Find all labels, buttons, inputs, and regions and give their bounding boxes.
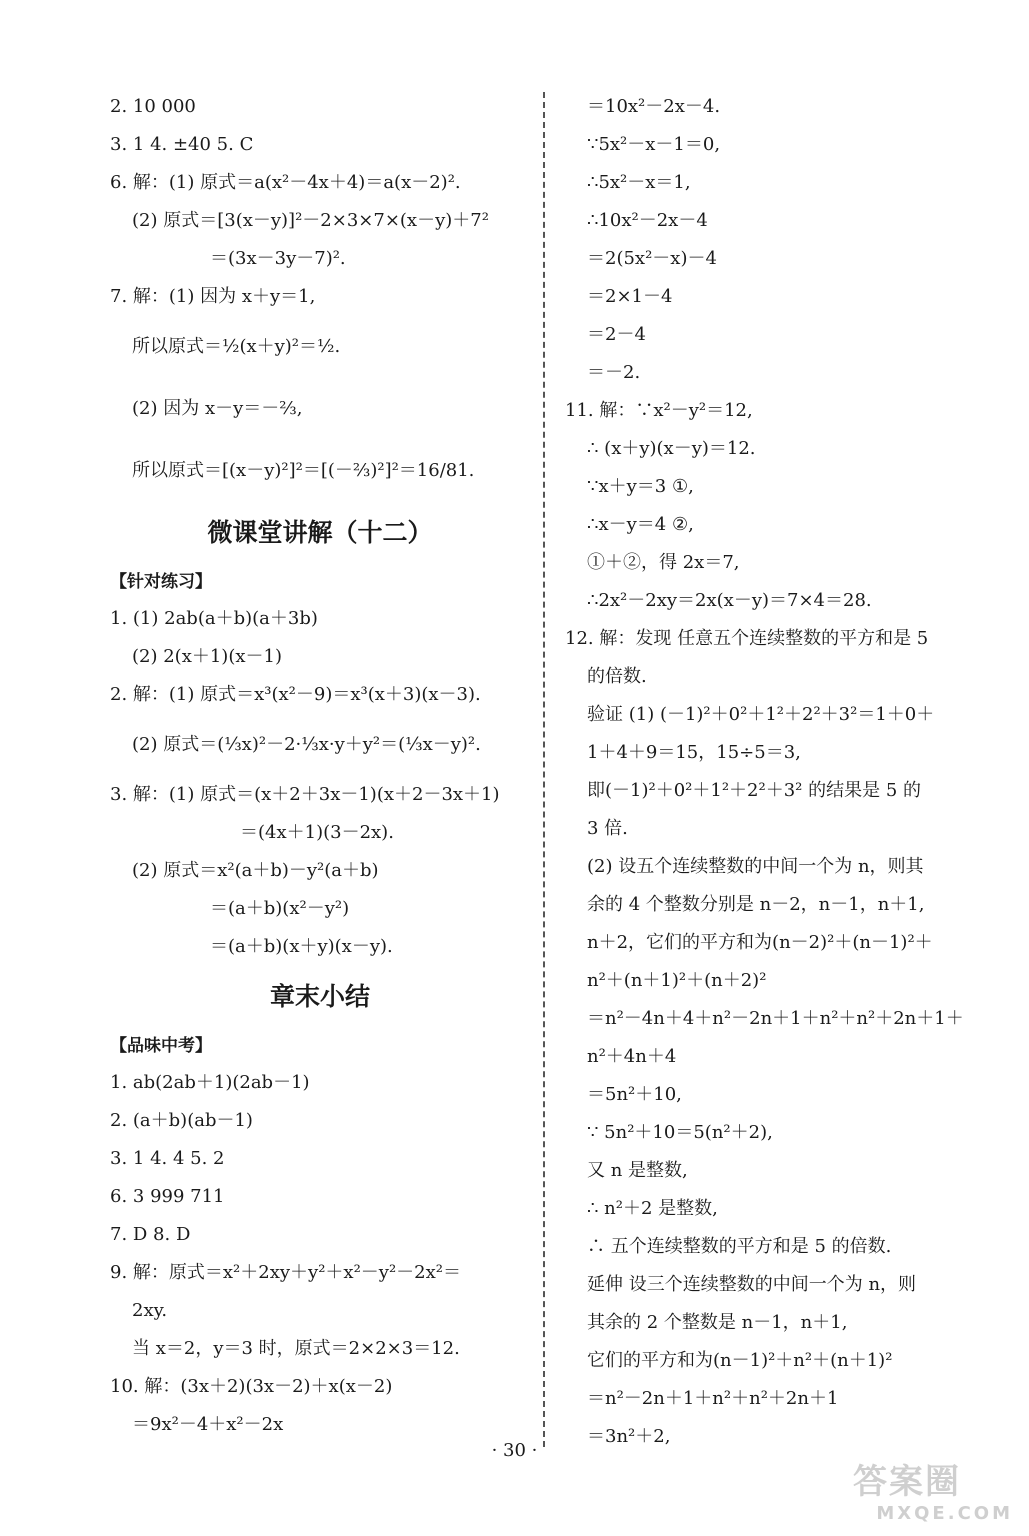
section-heading: 章末小结 [269,982,370,1011]
answer-line: 1＋4＋9＝15，15÷5＝3, [587,742,801,763]
answer-line: ∵ 5n²＋10＝5(n²＋2), [587,1122,773,1143]
answer-line: ＝(3x－3y－7)². [210,248,346,269]
answer-line: n²＋4n＋4 [587,1046,677,1067]
answer-line: 12. 解：发现 任意五个连续整数的平方和是 5 [565,628,929,649]
answer-line: 它们的平方和为(n－1)²＋n²＋(n＋1)² [587,1350,893,1371]
answer-line: n＋2，它们的平方和为(n－2)²＋(n－1)²＋ [587,932,933,953]
answer-line: ①＋②，得 2x＝7, [587,552,740,573]
answer-line: 余的 4 个整数分别是 n－2，n－1，n＋1, [587,894,925,915]
answer-line: (2) 设五个连续整数的中间一个为 n，则其 [587,856,924,877]
answer-line: 又 n 是整数, [587,1160,688,1181]
answer-line: 10. 解：(3x＋2)(3x－2)＋x(x－2) [110,1376,393,1397]
answer-line: 2. 解：(1) 原式＝x³(x²－9)＝x³(x＋3)(x－3). [110,684,481,705]
section-heading: 微课堂讲解（十二） [207,518,433,547]
answer-line: 1. (1) 2ab(a＋b)(a＋3b) [110,608,318,629]
answer-line: 所以原式＝½(x＋y)²＝½. [132,336,341,357]
answer-line: 9. 解：原式＝x²＋2xy＋y²＋x²－y²－2x²＝ [110,1262,461,1283]
answer-line: ＝(4x＋1)(3－2x). [240,822,394,843]
answer-line: ＝3n²＋2, [587,1426,671,1447]
watermark-logo [853,1462,1013,1532]
answer-line: ∴ n²＋2 是整数, [587,1198,718,1219]
watermark-url: MXQE.COM [876,1503,1013,1524]
answer-line: 2. 10 000 [110,96,196,117]
answer-line: (2) 原式＝[3(x－y)]²－2×3×7×(x－y)＋7² [132,210,489,231]
answer-line: ＝－2. [587,362,641,383]
answer-line: 其余的 2 个整数是 n－1，n＋1, [587,1312,848,1333]
answer-line: ＝n²－2n＋1＋n²＋n²＋2n＋1 [587,1388,839,1409]
answer-line: ∵5x²－x－1＝0, [587,134,721,155]
answer-line: 6. 3 999 711 [110,1186,225,1207]
answer-line: 验证 (1) (－1)²＋0²＋1²＋2²＋3²＝1＋0＋ [587,704,935,725]
answer-line: 2xy. [132,1300,168,1321]
answer-line: ＝9x²－4＋x²－2x [132,1414,284,1435]
answer-line: ＝(a＋b)(x²－y²) [210,898,350,919]
answer-line: 2. (a＋b)(ab－1) [110,1110,253,1131]
left-column [110,88,530,1444]
answer-line: (2) 因为 x－y＝－⅔, [132,398,303,419]
answer-line: ∴x－y＝4 ②, [587,514,694,535]
right-column [565,88,985,1456]
answer-line: ＝2－4 [587,324,646,345]
answer-line: ＝2(5x²－x)－4 [587,248,717,269]
answer-line: ∵x＋y＝3 ①, [587,476,694,497]
answer-line: 6. 解：(1) 原式＝a(x²－4x＋4)＝a(x－2)². [110,172,461,193]
watermark-text: 答案圈 [853,1462,961,1502]
answer-line: 3 倍. [587,818,628,839]
answer-line: ∴ 五个连续整数的平方和是 5 的倍数. [587,1236,892,1257]
answer-line: ＝10x²－2x－4. [587,96,721,117]
page-number: · 30 · [491,1440,538,1461]
section-label: 【针对练习】 [110,572,212,592]
answer-line: 当 x＝2，y＝3 时，原式＝2×2×3＝12. [132,1338,460,1359]
answer-line: ∴5x²－x＝1, [587,172,691,193]
answer-line: 1. ab(2ab＋1)(2ab－1) [110,1072,310,1093]
answer-line: 3. 1 4. 4 5. 2 [110,1148,225,1169]
answer-line: 11. 解：∵x²－y²＝12, [565,400,753,421]
answer-line: 3. 1 4. ±40 5. C [110,134,254,155]
answer-line: ＝n²－4n＋4＋n²－2n＋1＋n²＋n²＋2n＋1＋ [587,1008,964,1029]
answer-line: n²＋(n＋1)²＋(n＋2)² [587,970,767,991]
answer-line: 即(－1)²＋0²＋1²＋2²＋3² 的结果是 5 的 [587,780,922,801]
answer-line: (2) 原式＝x²(a＋b)－y²(a＋b) [132,860,379,881]
answer-line: 所以原式＝[(x－y)²]²＝[(－⅔)²]²＝16/81. [132,460,475,481]
answer-line: (2) 2(x＋1)(x－1) [132,646,282,667]
answer-line: ∴ (x＋y)(x－y)＝12. [587,438,756,459]
answer-line: (2) 原式＝(⅓x)²－2·⅓x·y＋y²＝(⅓x－y)². [132,734,481,755]
section-label: 【品味中考】 [110,1036,212,1056]
answer-line: ∴2x²－2xy＝2x(x－y)＝7×4＝28. [587,590,872,611]
answer-line: 的倍数. [587,666,647,687]
answer-line: ∴10x²－2x－4 [587,210,708,231]
answer-line: ＝(a＋b)(x＋y)(x－y). [210,936,393,957]
answer-line: 7. 解：(1) 因为 x＋y＝1, [110,286,316,307]
answer-line: ＝5n²＋10, [587,1084,682,1105]
column-divider [543,92,545,1447]
answer-line: 3. 解：(1) 原式＝(x＋2＋3x－1)(x＋2－3x＋1) [110,784,500,805]
answer-line: ＝2×1－4 [587,286,673,307]
answer-line: 7. D 8. D [110,1224,191,1245]
answer-line: 延伸 设三个连续整数的中间一个为 n，则 [587,1274,917,1295]
